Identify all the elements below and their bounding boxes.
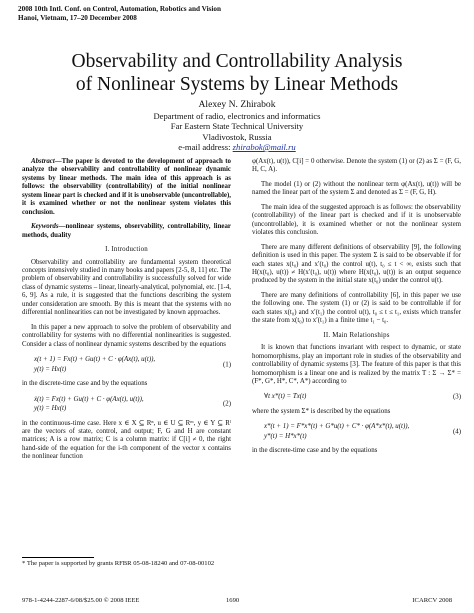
equation-2 (22, 395, 231, 414)
equation-3 (252, 392, 461, 402)
left-column (22, 158, 231, 468)
conference-name: 2008 10th Intl. Conf. on Control, Automation, Robotics and Vision (18, 5, 221, 13)
equation-1-line-1: x(t + 1) = Fx(t) + Gu(t) + C · φ(Ax(t), u(t)), (34, 356, 156, 364)
right-column (252, 158, 461, 462)
author-university: Far Eastern State Technical University (170, 121, 304, 131)
abstract-label: Abstract (31, 158, 55, 165)
equation-4-number: (4) (452, 428, 461, 436)
paper-title (0, 50, 474, 96)
footnote: * The paper is supported by grants RFBR 05-08-18240 and 07-08-00102 (22, 560, 215, 567)
equation-1-number: (1) (222, 360, 231, 368)
equation-1-line-2: y(t) = Hx(t) (34, 365, 67, 373)
right-paragraph-4: There are many different definitions of observability [9], the following definition is used in this paper. The system Σ is said to be observable if for each states x(t₀) and x′(t₀) the control u(t), t₀ ≤ t < ∞, exists such that H(x(t₀), u(t)) ≠ H(x′(t₀), u(t)) where H(x(t₀), u(t)) is an output sequence produced by the system in the initial state x(t₀) under the control u(t). (252, 243, 461, 285)
equation-2-line-2: y(t) = Hx(t) (34, 405, 67, 413)
footer-conference: ICARCV 2008 (412, 597, 452, 604)
intro-paragraph-2: In this paper a new approach to solve the problem of observability and controllability for systems with no differential nonlinearities is suggested. Consider a class of nonlinear dynamic systems described by the equations (22, 323, 231, 348)
right-paragraph-7: where the system Σ* is described by the equations (252, 407, 391, 415)
section-heading-introduction: I. Introduction (105, 246, 148, 254)
section-heading-main-relationships: II. Main Relationships (323, 331, 390, 339)
page-number: 1690 (226, 597, 240, 604)
title-line-2: of Nonlinear Systems by Linear Methods (75, 74, 399, 95)
right-paragraph-8: in the discrete-time case and by the equations (252, 447, 378, 455)
keywords-label: Keywords (31, 223, 59, 231)
author-email-line (0, 142, 474, 153)
author-city: Vladivostok, Russia (202, 131, 272, 142)
right-paragraph-5: There are many definitions of controllability [6], in this paper we use the following one. The system (1) or (2) is said to be controllable if for each states x(t₀) and x′(t₁) the control u(t), t₀ ≤ t ≤ t₁, exists which transfer the state from x(t₀) to x′(t₁) in a finite time t₁ − t₀. (252, 291, 461, 325)
equation-4-line-1: x*(t + 1) = F*x*(t) + G*u(t) + C* · φ(A*x*(t), u(t)), (264, 423, 410, 431)
email-link[interactable]: zhirabok@mail.ru (232, 142, 296, 152)
intro-paragraph-4: in the continuous-time case. Here x ∈ X ⊆ Rⁿ, u ∈ U ⊆ Rᵐ, y ∈ Y ⊆ Rˡ are the vectors of state, control, and output; F, G and H are constant matrices; A is a row matrix; C is a column matrix: if C[i] ≠ 0, the right hand-side of the equation for the i-th component of the vector x contains the nonlinear function (22, 419, 231, 461)
right-paragraph-2: The model (1) or (2) without the nonlinear term φ(Ax(t), u(t)) will be named the linear part of the system Σ and denoted as Σ = (F, G, H). (252, 180, 461, 197)
equation-4-line-2: y*(t) = H*x*(t) (264, 432, 307, 440)
author-name: Alexey N. Zhirabok (198, 99, 276, 110)
equation-3-line: ∀t x*(t) = Tx(t) (264, 393, 307, 401)
right-paragraph-6: It is known that functions invariant with respect to dynamic, or state homomorphisms, play an important role in studies of the observability and controllability of dynamic systems [3]. The feature of this paper is that this homomorphism is a linear one and is realized by the matrix T : Σ → Σ* = (F*, G*, H*, C*, A*) according to (252, 344, 461, 385)
intro-paragraph-3: in the discrete-time case and by the equations (22, 380, 148, 388)
right-paragraph-1: φ(Ax(t), u(t)), C[i] = 0 otherwise. Denote the system (1) or (2) as Σ = (F, G, H, C, A). (252, 158, 461, 174)
equation-2-line-1: ẋ(t) = Fx(t) + Gu(t) + C · φ(Ax(t), u(t)), (34, 395, 144, 403)
right-paragraph-3: The main idea of the suggested approach is as follows: the observability (controllability) of the linear part is checked and if it is unobservable (uncontrollable), it is examined whether or not the nonlinear system violates this conclusion. (252, 203, 461, 237)
equation-2-number: (2) (222, 400, 231, 408)
conference-header (18, 5, 221, 23)
footnote-rule (22, 557, 94, 558)
equation-4 (252, 422, 461, 441)
abstract (22, 158, 231, 217)
author-department: Department of radio, electronics and informatics (153, 110, 321, 121)
equation-1 (22, 355, 231, 374)
footer-copyright: 978-1-4244-2287-6/08/$25.00 © 2008 IEEE (22, 597, 140, 604)
keywords-text: —nonlinear systems, observability, controllability, linear methods, duality (22, 223, 231, 239)
equation-3-number: (3) (452, 393, 461, 401)
email-prefix: e-mail address: (178, 142, 233, 152)
author-block (0, 100, 474, 153)
conference-place: Hanoi, Vietnam, 17–20 December 2008 (18, 14, 137, 22)
intro-paragraph-1: Observability and controllability are fundamental system theoretical concepts intensively studied in many books and papers [2-5, 8, 11] etc. The problem of observability and controllability is successfully solved for wide class of dynamic systems – linear, linearly-analytical, polynomial, etc. [1-4, 6, 9]. As a rule, it is suggested that the functions describing the system under consideration are smooth. By this is meant that the systems with no differential nonlinearities can not be investigated by known approaches. (22, 258, 231, 317)
keywords (22, 223, 231, 240)
title-line-1: Observability and Controllability Analysis (71, 51, 403, 72)
abstract-text: —The paper is devoted to the development of approach to analyze the observability and controllability of nonlinear dynamic systems by linear methods. The main idea of this approach is as follows: the observability (controllability) of the initial nonlinear system linear part is checked and if it is unobservable (uncontrollable), it is examined whether or not the nonlinear system violates this conclusion. (22, 158, 231, 216)
